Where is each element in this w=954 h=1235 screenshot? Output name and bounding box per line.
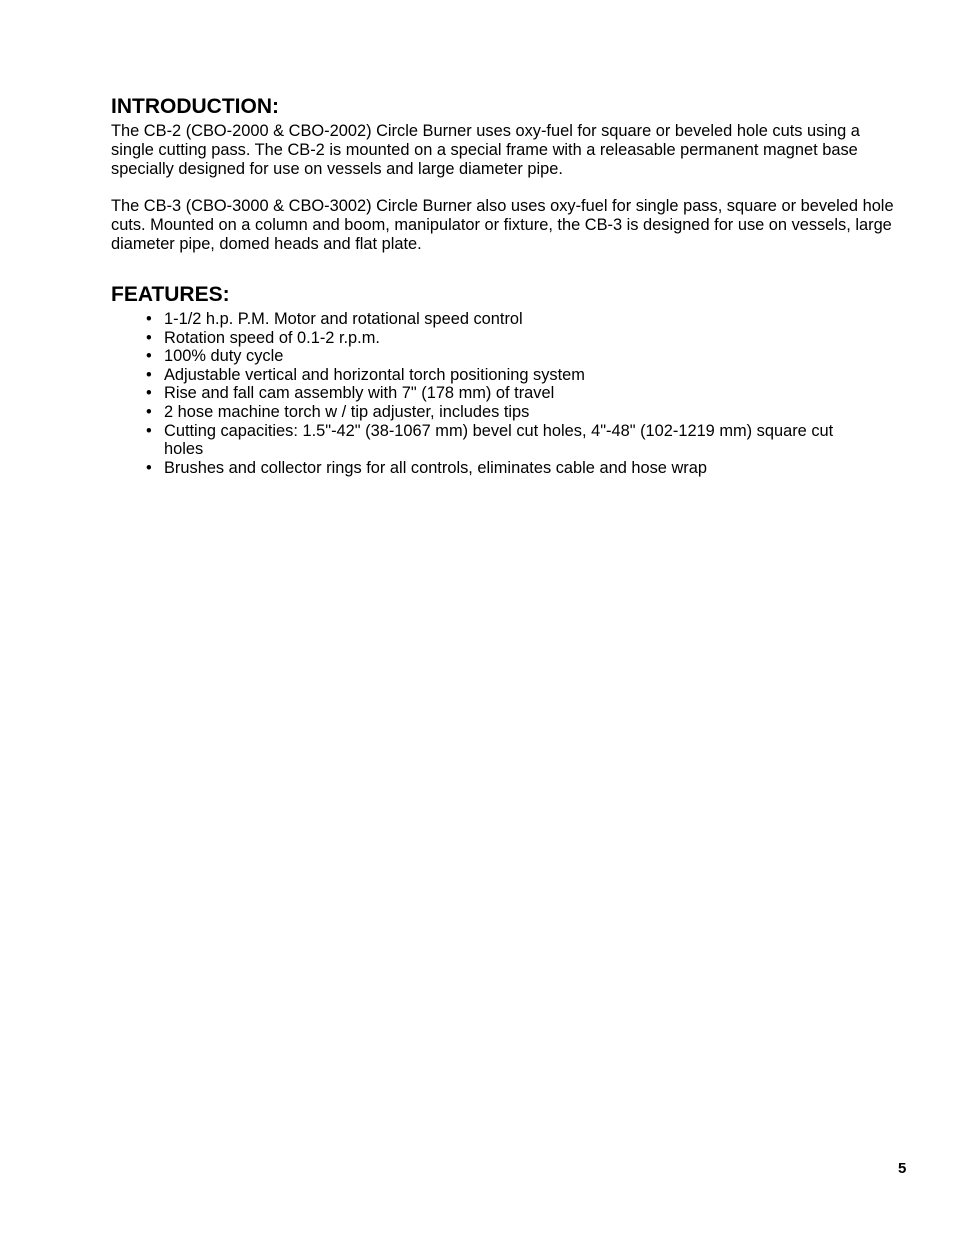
document-page [111,94,901,477]
page-number: 5 [898,1160,907,1177]
feature-text: 2 hose machine torch w / tip adjuster, includes tips [164,402,530,421]
feature-text: 1-1/2 h.p. P.M. Motor and rotational speed control [164,310,523,328]
introduction-heading: INTRODUCTION: [111,95,279,118]
list-item [111,310,851,329]
list-item [111,459,851,478]
list-item [111,329,851,348]
feature-text: Brushes and collector rings for all controls, eliminates cable and hose wrap [164,458,707,477]
list-item [111,422,851,459]
feature-text: Adjustable vertical and horizontal torch positioning system [164,365,585,384]
list-item [111,347,851,366]
introduction-paragraph-2: The CB-3 (CBO-3000 & CBO-3002) Circle Burner also uses oxy-fuel for single pass, square or beveled hole cuts. Mounted on a column and boom, manipulator or fixture, the CB-3 is designed for use on vessels, large diameter pipe, domed heads and flat plate. [111,197,894,253]
bullet-icon: • [146,384,152,403]
introduction-paragraph-1: The CB-2 (CBO-2000 & CBO-2002) Circle Burner uses oxy-fuel for square or beveled hole cuts using a single cutting pass. The CB-2 is mounted on a special frame with a releasable permanent magnet base specially designed for use on vessels and large diameter pipe. [111,122,860,178]
feature-text: Cutting capacities: 1.5"-42" (38-1067 mm) bevel cut holes, 4"-48" (102-1219 mm) square cut holes [164,421,834,459]
bullet-icon: • [146,402,152,421]
feature-text: Rotation speed of 0.1-2 r.p.m. [164,328,380,347]
list-item [111,366,851,385]
feature-text: 100% duty cycle [164,347,284,366]
bullet-icon: • [146,458,152,477]
feature-text: Rise and fall cam assembly with 7" (178 mm) of travel [164,384,555,403]
list-item [111,384,851,403]
bullet-icon: • [146,328,152,347]
features-heading: FEATURES: [111,283,230,306]
bullet-icon: • [146,347,152,366]
bullet-icon: • [146,365,152,384]
bullet-icon: • [146,421,152,440]
bullet-icon: • [146,310,152,328]
features-list [111,310,851,477]
list-item [111,403,851,422]
